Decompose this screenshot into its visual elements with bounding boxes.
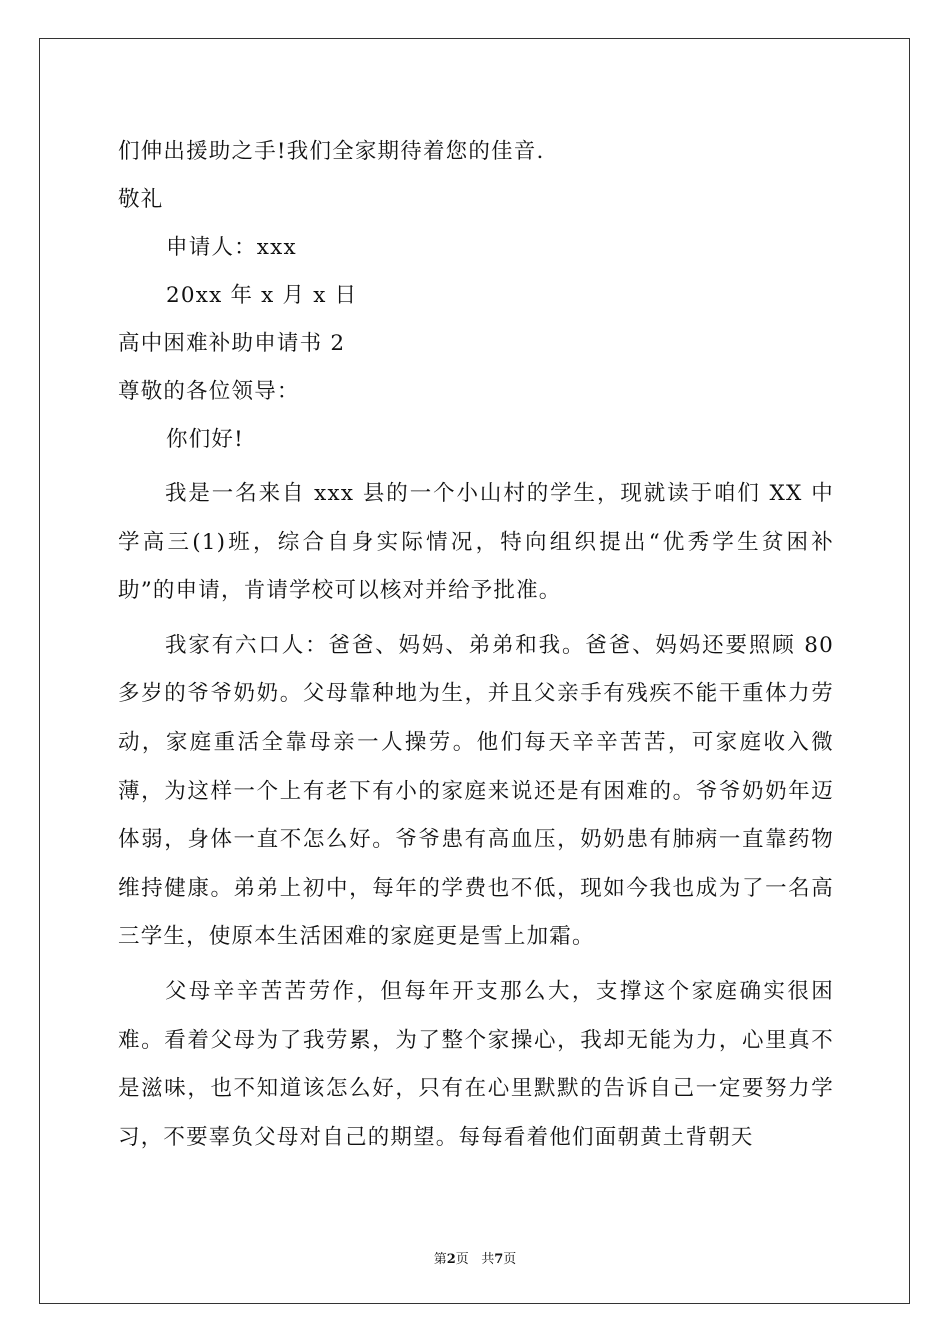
applicant-signature: 申请人：xxx (166, 235, 297, 260)
closing-salutation: 敬礼 (118, 187, 164, 212)
page-current: 2 (446, 1252, 456, 1267)
document-body (118, 128, 834, 1162)
page-suffix: 页 (455, 1252, 469, 1267)
page-total: 7 (494, 1252, 504, 1267)
paragraph-family-situation: 我家有六口人：爸爸、妈妈、弟弟和我。爸爸、妈妈还要照顾 80 多岁的爷爷奶奶。父母靠种地为生，并且父亲手有残疾不能干重体力劳动，家庭重活全靠母亲一人操劳。他们每天辛辛苦苦，可家庭收入微薄，为这样一个上有老下有小的家庭来说还是有困难的。爷爷奶奶年迈体弱，身体一直不怎么好。爷爷患有高血压，奶奶患有肺病一直靠药物维持健康。弟弟上初中，每年的学费也不低，现如今我也成为了一名高三学生，使原本生活困难的家庭更是雪上加霜。 (118, 632, 834, 950)
paragraph-introduction: 我是一名来自 xxx 县的一个小山村的学生，现就读于咱们 XX 中学高三(1)班，综合自身实际情况，特向组织提出“优秀学生贫困补助”的申请，肯请学校可以核对并给予批准。 (118, 481, 834, 604)
page-prefix: 第 (433, 1252, 447, 1267)
section-title: 高中困难补助申请书 2 (118, 331, 346, 356)
greeting: 你们好! (166, 427, 244, 452)
total-prefix: 共 (481, 1252, 495, 1267)
total-suffix: 页 (503, 1252, 517, 1267)
application-date: 20xx 年 x 月 x 日 (166, 283, 358, 308)
paragraph-parents-hardship: 父母辛辛苦苦劳作，但每年开支那么大，支撑这个家庭确实很困难。看着父母为了我劳累，为了整个家操心，我却无能为力，心里真不是滋味，也不知道该怎么好，只有在心里默默的告诉自己一定要努力学习，不要辜负父母对自己的期望。每每看着他们面朝黄土背朝天 (118, 978, 834, 1150)
continued-line: 们伸出援助之手!我们全家期待着您的佳音. (118, 139, 545, 164)
page-footer (0, 1248, 950, 1267)
salutation: 尊敬的各位领导： (118, 379, 300, 404)
